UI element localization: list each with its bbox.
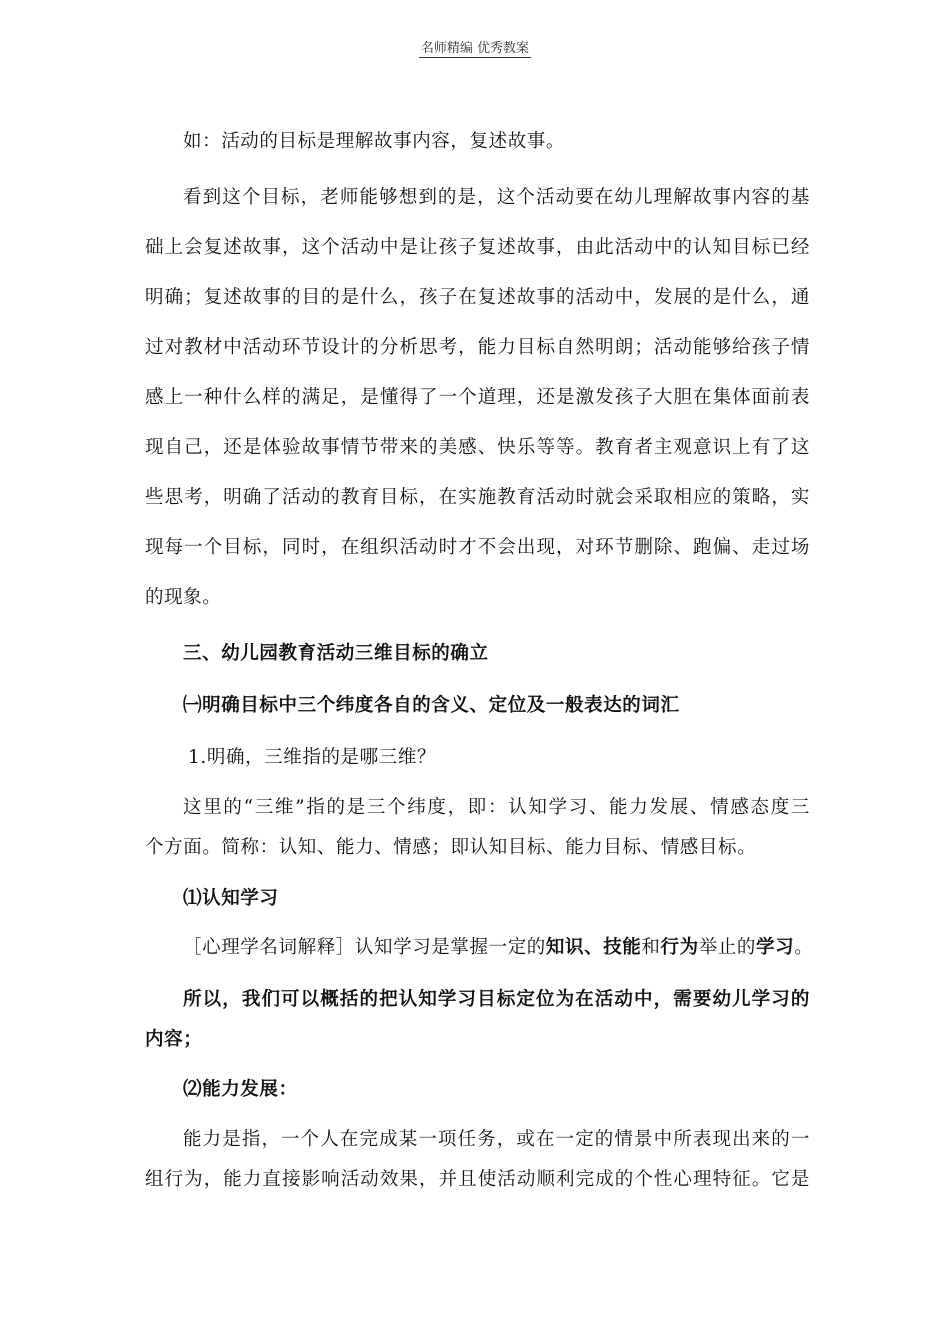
page-header	[0, 37, 950, 56]
paragraph-line: 能力是指，一个人在完成某一项任务，或在一定的情景中所表现出来的一	[183, 1129, 810, 1150]
definition-bold-term: 行为	[660, 937, 699, 958]
definition-prefix: ［心理学名词解释］认知学习是掌握一定的	[183, 937, 546, 958]
summary-line: 所以，我们可以概括的把认知学习目标定位为在活动中，需要幼儿学习的	[183, 989, 810, 1010]
subsection-heading: ㈠明确目标中三个纬度各自的含义、定位及一般表达的词汇	[183, 695, 680, 716]
item-heading: ⑵能力发展：	[183, 1079, 298, 1100]
section-heading: 三、幼儿园教育活动三维目标的确立	[183, 643, 489, 664]
paragraph-line: 现自己，还是体验故事情节带来的美感、快乐等等。教育者主观意识上有了这	[145, 437, 810, 458]
paragraph-line: 个方面。简称：认知、能力、情感；即认知目标、能力目标、情感目标。	[145, 837, 757, 858]
definition-text: 。	[794, 937, 814, 958]
header-text: 名师精编 优秀教案	[420, 41, 530, 56]
summary-line: 内容；	[145, 1029, 203, 1050]
paragraph-line: 现每一个目标，同时，在组织活动时才不会出现，对环节删除、跑偏、走过场	[145, 537, 810, 558]
paragraph-line: 感上一种什么样的满足，是懂得了一个道理，还是激发孩子大胆在集体面前表	[145, 387, 810, 408]
paragraph-line: 过对教材中活动环节设计的分析思考，能力目标自然明朗；活动能够给孩子情	[145, 337, 810, 358]
question-line: 1.明确，三维指的是哪三维？	[188, 747, 437, 768]
item-heading: ⑴认知学习	[183, 888, 279, 909]
paragraph-line: 这里的“三维”指的是三个纬度，即：认知学习、能力发展、情感态度三	[183, 797, 810, 818]
paragraph-line: 的现象。	[145, 587, 222, 608]
paragraph-line: 础上会复述故事，这个活动中是让孩子复述故事，由此活动中的认知目标已经	[145, 237, 810, 258]
paragraph-line: 看到这个目标，老师能够想到的是，这个活动要在幼儿理解故事内容的基	[183, 187, 810, 208]
definition-text: 举止的	[698, 937, 757, 958]
definition-text: 和	[641, 937, 661, 958]
paragraph-example: 如：活动的目标是理解故事内容，复述故事。	[183, 131, 566, 152]
definition-line	[183, 933, 848, 959]
paragraph-line: 些思考，明确了活动的教育目标，在实施教育活动时就会采取相应的策略，实	[145, 487, 810, 508]
paragraph-line: 组行为，能力直接影响活动效果，并且使活动顺利完成的个性心理特征。它是	[145, 1169, 810, 1190]
paragraph-line: 明确；复述故事的目的是什么，孩子在复述故事的活动中，发展的是什么，通	[145, 287, 810, 308]
definition-bold-term: 、技能	[584, 937, 642, 958]
definition-bold-term: 知识	[545, 937, 585, 958]
definition-bold-term: 学习	[756, 937, 795, 958]
